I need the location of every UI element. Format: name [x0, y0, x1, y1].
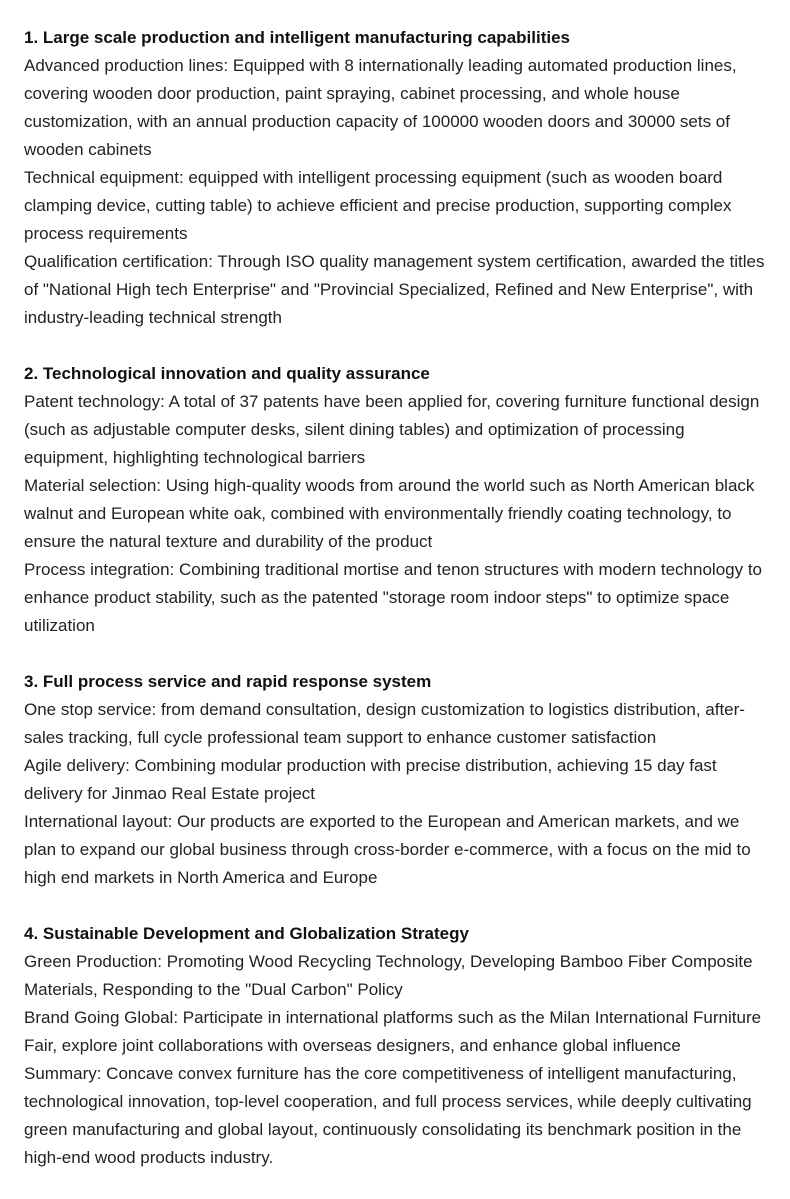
paragraph: Technical equipment: equipped with intelligent processing equipment (such as wooden board clamping device, cutting table) to achieve efficient and precise production, supporting complex process requirements [24, 168, 732, 243]
section-service [24, 668, 766, 892]
section-innovation [24, 360, 766, 640]
section-heading: 4. Sustainable Development and Globalization Strategy [24, 924, 469, 943]
paragraph: Advanced production lines: Equipped with 8 internationally leading automated production lines, covering wooden door production, paint spraying, cabinet processing, and whole house customization, with an annual production capacity of 100000 wooden doors and 30000 sets of wooden cabinets [24, 56, 737, 159]
section-production [24, 24, 766, 332]
section-heading: 2. Technological innovation and quality assurance [24, 364, 430, 383]
paragraph: Process integration: Combining traditional mortise and tenon structures with modern technology to enhance product stability, such as the patented "storage room indoor steps" to optimize space utilization [24, 560, 762, 635]
paragraph: Qualification certification: Through ISO quality management system certification, awarded the titles of "National High tech Enterprise" and "Provincial Specialized, Refined and New Enterprise", with industry-leading technical strength [24, 252, 765, 327]
paragraph: Material selection: Using high-quality woods from around the world such as North American black walnut and European white oak, combined with environmentally friendly coating technology, to ensure the natural texture and durability of the product [24, 476, 755, 551]
paragraph: One stop service: from demand consultation, design customization to logistics distribution, after-sales tracking, full cycle professional team support to enhance customer satisfaction [24, 700, 745, 747]
paragraph: Patent technology: A total of 37 patents have been applied for, covering furniture functional design (such as adjustable computer desks, silent dining tables) and optimization of processing equipment, highlighting technological barriers [24, 392, 760, 467]
section-heading: 1. Large scale production and intelligent manufacturing capabilities [24, 28, 570, 47]
paragraph: Green Production: Promoting Wood Recycling Technology, Developing Bamboo Fiber Composite Materials, Responding to the "Dual Carbon" Policy [24, 952, 753, 999]
paragraph: Agile delivery: Combining modular production with precise distribution, achieving 15 day fast delivery for Jinmao Real Estate project [24, 756, 717, 803]
section-heading: 3. Full process service and rapid response system [24, 672, 432, 691]
paragraph: Brand Going Global: Participate in international platforms such as the Milan International Furniture Fair, explore joint collaborations with overseas designers, and enhance global influence [24, 1008, 762, 1055]
section-sustainability [24, 920, 766, 1172]
paragraph: International layout: Our products are exported to the European and American markets, and we plan to expand our global business through cross-border e-commerce, with a focus on the mid to high end markets in North America and Europe [24, 812, 751, 887]
paragraph: Summary: Concave convex furniture has the core competitiveness of intelligent manufacturing, technological innovation, top-level cooperation, and full process services, while deeply cultivating green manufacturing and global layout, continuously consolidating its benchmark position in the high-end wood products industry. [24, 1064, 752, 1167]
